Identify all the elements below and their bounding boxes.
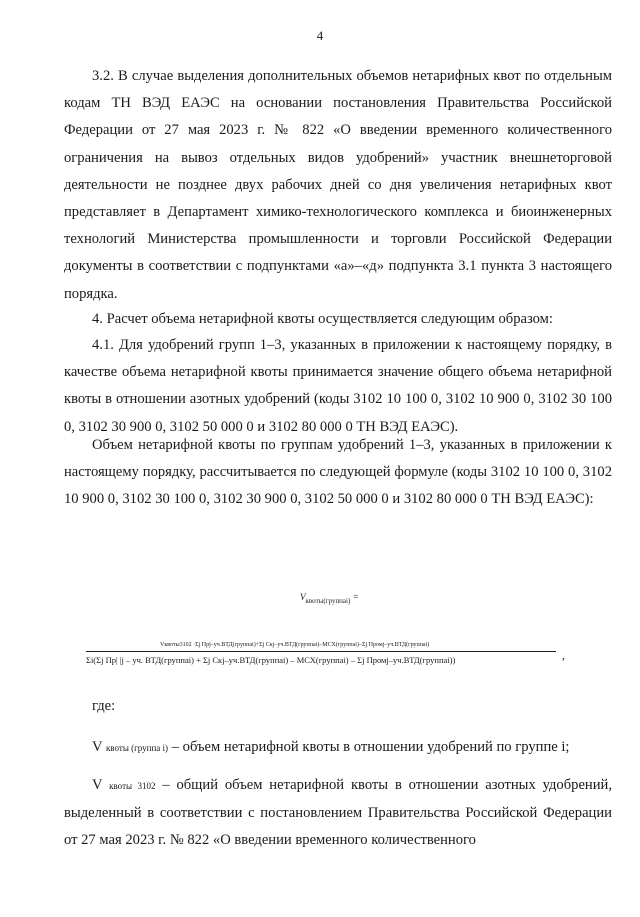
paragraph-text: Объем нетарифной квоты по группам удобрений 1–3, указанных в приложении к настоящему порядку, рассчитывается по следующей формуле (коды 3102 10 100 0, 3102 10 900 0, 3102 30 100 0, 3102 30 900 0, 3102 50 000 0 и 3102 80 000 0 ТН ВЭД ЕАЭС): bbox=[64, 437, 612, 508]
paragraph-formula-intro bbox=[64, 432, 612, 514]
formula-lhs-subscript: квоты(группаi) bbox=[305, 596, 351, 605]
formula-numerator: Vквоты3102 ·Σj Прj–уч.ВТД(группаi)+Σj Скj–уч.ВТД(группаi)–МСХ(группаi)–Σj Промj–уч.ВТД(группаi) bbox=[160, 642, 430, 648]
definition-body: – объем нетарифной квоты в отношении удобрений по группе i; bbox=[168, 739, 570, 755]
paragraph-3-2 bbox=[64, 63, 612, 308]
formula-lhs bbox=[300, 592, 359, 605]
formula-equals: = bbox=[350, 592, 359, 602]
definition-v-quota-3102 bbox=[64, 772, 612, 855]
definition-text bbox=[64, 772, 612, 855]
paragraph-text: 4.1. Для удобрений групп 1–3, указанных в приложении к настоящему порядку, в качестве объема нетарифной квоты принимается значение общего объема нетарифной квоты в отношении азотных удобрений (коды 3102 10 100 0, 3102 10 900 0, 3102 30 100 0, 3102 30 900 0, 3102 50 000 0 и 3102 80 000 0 ТН ВЭД ЕАЭС). bbox=[64, 337, 612, 435]
definition-text bbox=[64, 734, 612, 762]
definition-symbol: V bbox=[92, 777, 103, 793]
formula-fraction bbox=[86, 640, 606, 666]
where-label: где: bbox=[92, 698, 116, 714]
definition-body: – общий объем нетарифной квоты в отношении азотных удобрений, выделенный в соответствии с постановлением Правительства Российской Федерации от 27 мая 2023 г. № 822 «О введении временного количественного bbox=[64, 777, 612, 849]
formula-comma: , bbox=[562, 648, 565, 662]
definition-subscript: квоты (группа i) bbox=[105, 743, 169, 753]
definition-subscript: квоты 3102 bbox=[109, 781, 156, 791]
formula-lhs-symbol: V bbox=[300, 592, 306, 602]
paragraph-4 bbox=[64, 306, 612, 333]
paragraph-text: 4. Расчет объема нетарифной квоты осуществляется следующим образом: bbox=[92, 311, 553, 327]
paragraph-text: 3.2. В случае выделения дополнительных объемов нетарифных квот по отдельным кодам ТН ВЭД ЕАЭС на основании постановления Правительства Российской Федерации от 27 мая 2023 г. № 822 «О введении временного количественного ограничения на вывоз отдельных видов удобрений» участник внешнеторговой деятельности не позднее двух рабочих дней со дня увеличения нетарифных квот представляет в Департамент химико-технологического комплекса и биоинженерных технологий Министерства промышленности и торговли Российской Федерации документы в соответствии с подпунктами «а»–«д» подпункта 3.1 пункта 3 настоящего порядка. bbox=[64, 68, 612, 302]
formula-denominator: Σi(Σj Пр| |j – уч. ВТД(группаi) + Σj Скj–уч.ВТД(группаi) – МСХ(группаi) – Σj Промj–уч.ВТД(группаi)) bbox=[86, 655, 456, 665]
page-number: 4 bbox=[316, 28, 324, 43]
definition-v-quota-group bbox=[64, 734, 612, 762]
fraction-bar bbox=[86, 651, 556, 652]
definition-symbol: V bbox=[92, 739, 103, 755]
paragraph-4-1 bbox=[64, 332, 612, 441]
